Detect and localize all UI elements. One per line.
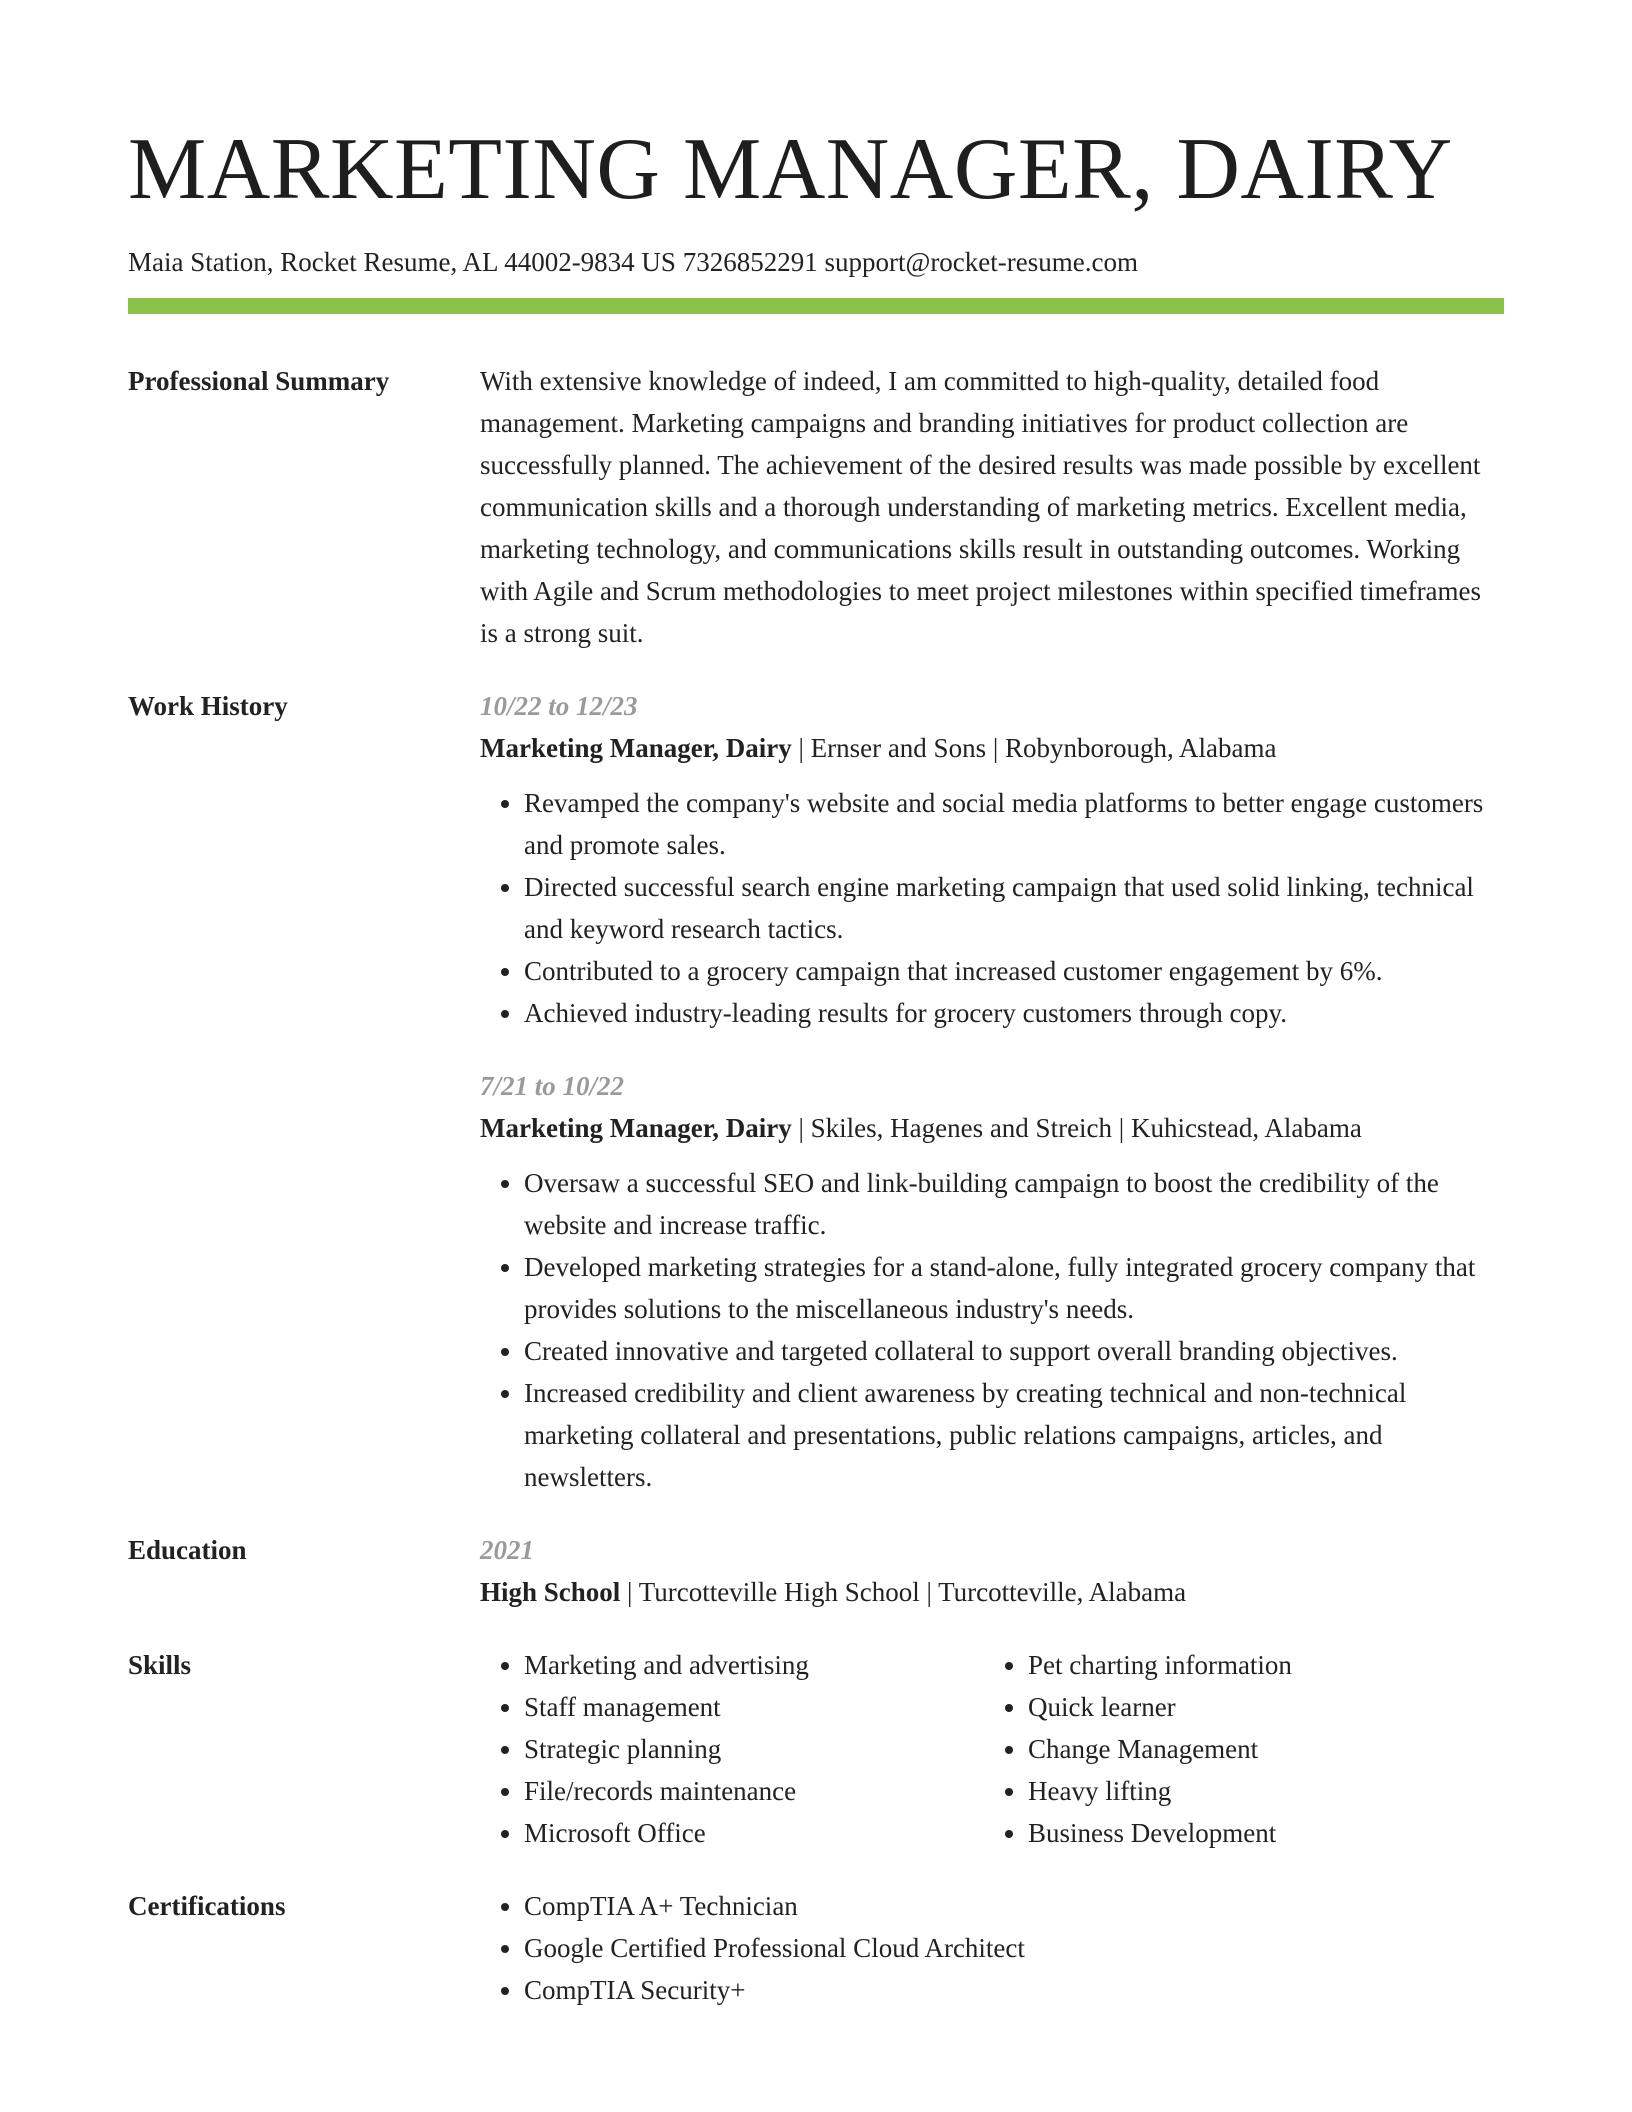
certifications-body xyxy=(480,1885,1504,2011)
job-role: Marketing Manager, Dairy xyxy=(480,733,792,763)
work-history-body xyxy=(480,685,1504,1498)
certifications-list xyxy=(480,1885,1504,2011)
resume-page xyxy=(128,0,1504,2011)
certifications-section xyxy=(128,1885,1504,2011)
skills-section xyxy=(128,1644,1504,1854)
resume-title: MARKETING MANAGER, DAIRY xyxy=(128,121,1453,218)
skill-item: • Change Management xyxy=(1028,1728,1292,1770)
certification-item: • Google Certified Professional Cloud Architect xyxy=(524,1927,1504,1969)
job-bullet: • Increased credibility and client awareness by creating technical and non-technical marketing collateral and presentations, public relations campaigns, articles, and newsletters. xyxy=(524,1372,1504,1498)
job-bullet: • Directed successful search engine marketing campaign that used solid linking, technical and keyword research tactics. xyxy=(524,866,1504,950)
section-label-certifications: Certifications xyxy=(128,1891,286,1921)
education-section xyxy=(128,1529,1504,1613)
job-bullet: • Oversaw a successful SEO and link-building campaign to boost the credibility of the website and increase traffic. xyxy=(524,1162,1504,1246)
education-year: 2021 xyxy=(480,1535,534,1565)
contact-line: Maia Station, Rocket Resume, AL 44002-9834 US 7326852291 support@rocket-resume.com xyxy=(128,247,1138,277)
education-line xyxy=(480,1571,1504,1613)
job-bullets xyxy=(480,1162,1504,1498)
skill-item: • Marketing and advertising xyxy=(524,1644,984,1686)
work-history-section xyxy=(128,685,1504,1498)
summary-text: With extensive knowledge of indeed, I am committed to high-quality, detailed food management. Marketing campaigns and branding initiatives for product collection are successfully planned. The achievement of the desired results was made possible by excellent communication skills and a thorough understanding of marketing metrics. Excellent media, marketing technology, and communications skills result in outstanding outcomes. Working with Agile and Scrum methodologies to meet project milestones within specified timeframes is a strong suit. xyxy=(480,366,1482,648)
skill-item: • Business Development xyxy=(1028,1812,1292,1854)
job-bullet: • Developed marketing strategies for a stand-alone, fully integrated grocery company that provides solutions to the miscellaneous industry's needs. xyxy=(524,1246,1504,1330)
certification-item: • CompTIA A+ Technician xyxy=(524,1885,1504,1927)
education-body xyxy=(480,1529,1504,1613)
certification-item: • CompTIA Security+ xyxy=(524,1969,1504,2011)
job-entry xyxy=(480,685,1504,1034)
section-label-work-history: Work History xyxy=(128,691,288,721)
job-bullet: • Created innovative and targeted collateral to support overall branding objectives. xyxy=(524,1330,1504,1372)
job-dates: 10/22 to 12/23 xyxy=(480,691,638,721)
job-details: | Skiles, Hagenes and Streich | Kuhicstead, Alabama xyxy=(791,1113,1362,1143)
job-title-line xyxy=(480,1107,1504,1149)
education-degree: High School xyxy=(480,1577,621,1607)
skill-item: • File/records maintenance xyxy=(524,1770,984,1812)
job-details: | Ernser and Sons | Robynborough, Alabama xyxy=(791,733,1277,763)
section-label-summary: Professional Summary xyxy=(128,366,390,396)
job-entry xyxy=(480,1065,1504,1498)
job-bullet: • Achieved industry-leading results for grocery customers through copy. xyxy=(524,992,1504,1034)
section-label-skills: Skills xyxy=(128,1650,192,1680)
skills-column xyxy=(984,1644,1292,1854)
skill-item: • Quick learner xyxy=(1028,1686,1292,1728)
skill-item: • Strategic planning xyxy=(524,1728,984,1770)
skills-grid xyxy=(480,1644,1504,1854)
job-bullets xyxy=(480,782,1504,1034)
skill-item: • Heavy lifting xyxy=(1028,1770,1292,1812)
job-bullet: • Contributed to a grocery campaign that increased customer engagement by 6%. xyxy=(524,950,1504,992)
section-label-education: Education xyxy=(128,1535,247,1565)
skill-item: • Microsoft Office xyxy=(524,1812,984,1854)
job-title-line xyxy=(480,727,1504,769)
skill-item: • Pet charting information xyxy=(1028,1644,1292,1686)
job-role: Marketing Manager, Dairy xyxy=(480,1113,792,1143)
summary-body xyxy=(480,360,1504,654)
skills-column xyxy=(480,1644,984,1854)
skills-body xyxy=(480,1644,1504,1854)
job-bullet: • Revamped the company's website and social media platforms to better engage customers and promote sales. xyxy=(524,782,1504,866)
header-divider xyxy=(128,298,1504,314)
job-dates: 7/21 to 10/22 xyxy=(480,1071,625,1101)
skill-item: • Staff management xyxy=(524,1686,984,1728)
summary-section xyxy=(128,360,1504,654)
education-details: | Turcotteville High School | Turcotteville, Alabama xyxy=(620,1577,1187,1607)
